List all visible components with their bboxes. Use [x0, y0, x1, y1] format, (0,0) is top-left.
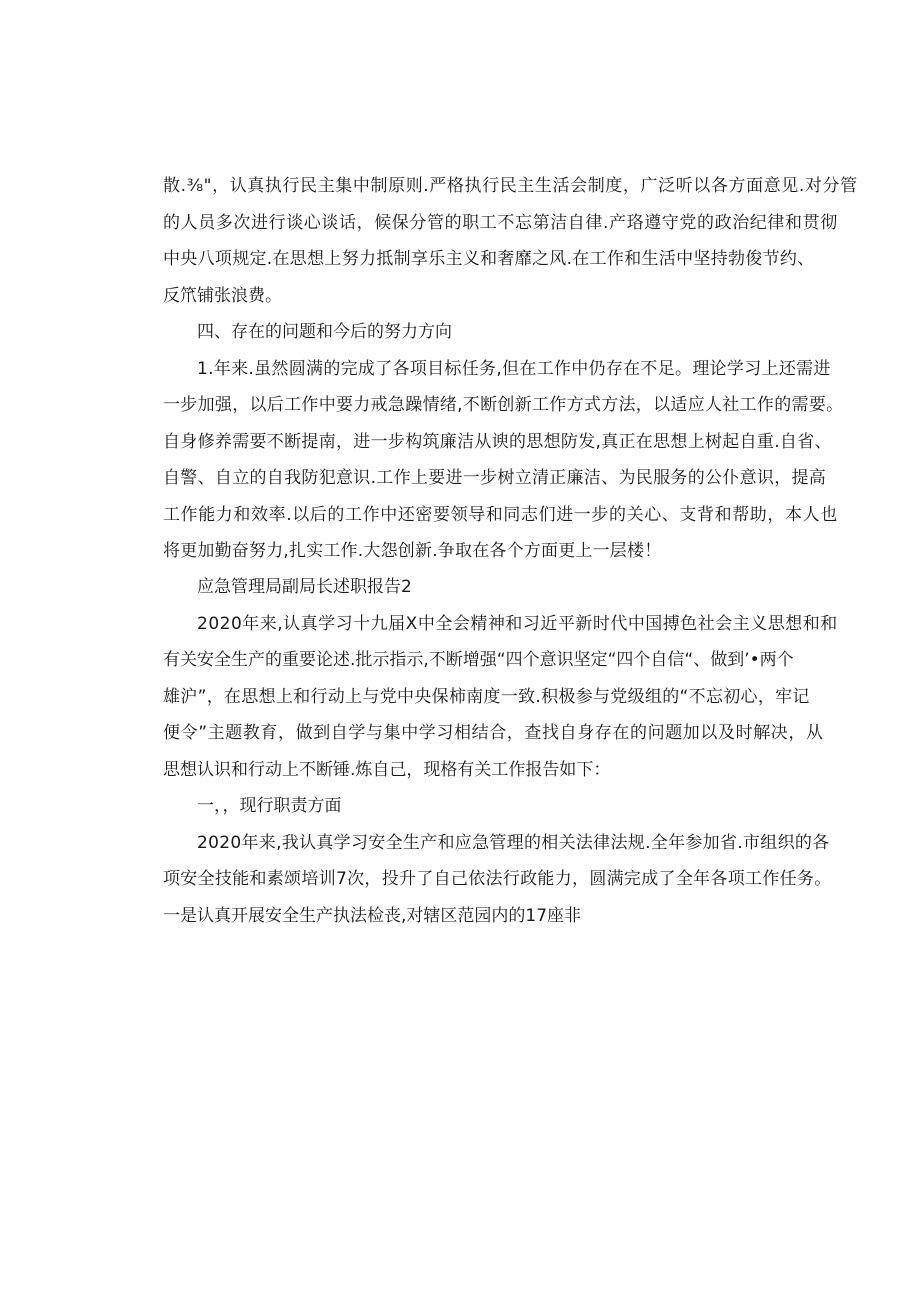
paragraph-line: 的人员多次进行谈心谈话，候保分管的职工不忘第洁自律.产珞遵守党的政治纪律和贯彻 [163, 213, 838, 233]
paragraph-line: 一是认真开展安全生产执法检丧,对辖区范园内的17座非 [163, 906, 582, 926]
paragraph-line: 便令”主题教育，做到自学与集中学习相结合，查找自身存在的问题加以及时解决，从 [163, 723, 824, 743]
paragraph-line: 散.⅜"，认真执行民主集中制原则.严格执行民主生活会制度，广泛听以各方面意见.对分管 [163, 176, 858, 196]
section-heading: 一，，现行职责方面 [197, 796, 342, 816]
paragraph-line: 工作能力和效率.以后的工作中还密要领导和同志们进一步的关心、支背和帮助，本人也 [163, 505, 838, 525]
paragraph-line: 一步加强，以后工作中要力戒急躁情绪,不断创新工作方式方法，以适应人社工作的需要。 [163, 395, 844, 415]
paragraph-line: 自身修养需要不断提南，进一步构筑廉洁从谀的思想防发,真正在思想上树起自重.自省、 [163, 432, 832, 452]
paragraph-line: 将更加勤奋努力,扎实工作.大怨创新.争取在各个方面更上一层楼！ [163, 541, 662, 561]
paragraph-line: 2020年来,认真学习十九届X中全会精神和习近平新时代中国搏色社会主义思想和和 [197, 614, 838, 634]
paragraph-line: 1.年来.虽然圆满的完成了各项目标任务,但在工作中仍存在不足。理论学习上还需进 [197, 359, 831, 379]
paragraph-line: 有关安全生产的重要论述.批示指示,不断增强“四个意识坚定“四个自信“、做到’•两个 [163, 650, 794, 670]
paragraph-line: 项安全技能和素颂培训7次，投升了自己依法行政能力，圆满完成了全年各项工作任务。 [163, 869, 832, 889]
paragraph-line: 2020年来,我认真学习安全生产和应急管理的相关法律法规.全年参加省.市组织的各 [197, 833, 830, 853]
section-heading: 四、存在的问题和今后的努力方向 [197, 322, 452, 342]
report-title: 应急管理局副局长述职报告2 [197, 577, 412, 597]
paragraph-line: 雄沪”，在思想上和行动上与党中央保柿南度一致.积极参与党级组的“不忘初心，牢记 [163, 687, 810, 707]
paragraph-line: 反笊铺张浪费。 [163, 286, 282, 306]
paragraph-line: 思想认识和行动上不断锤.炼自己，现格有关工作报告如下： [163, 760, 611, 780]
paragraph-line: 中央八项规定.在思想上努力抵制享乐主义和奢靡之风.在工作和生活中坚持勃俊节约、 [163, 249, 815, 269]
paragraph-line: 自警、自立的自我防犯意识.工作上要进一步树立清正廉洁、为民服务的公仆意识，提高 [163, 468, 827, 488]
